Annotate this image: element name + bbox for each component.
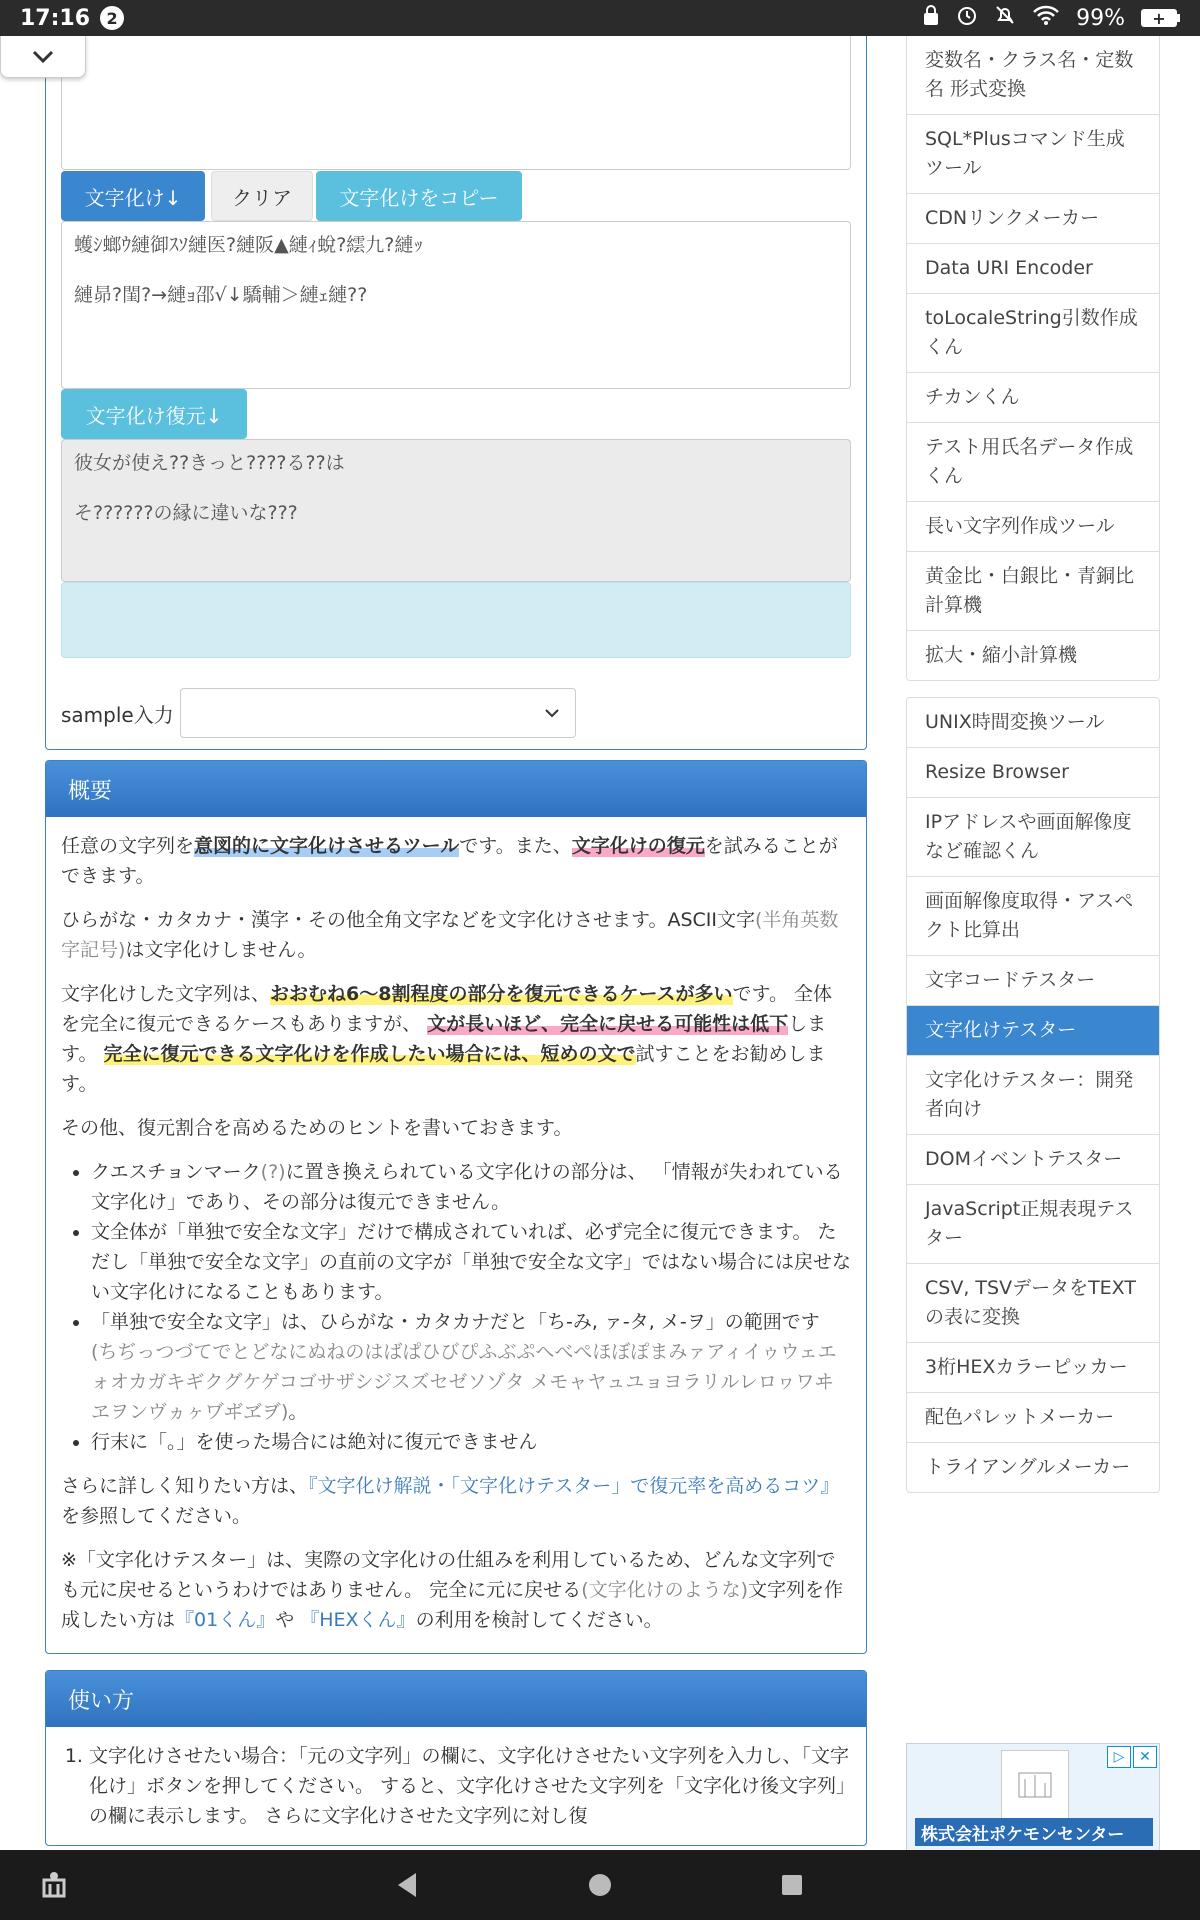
list-item: • 行末に「。」を使った場合には絶対に復元できません: [91, 1427, 851, 1457]
sidebar-item[interactable]: 画面解像度取得・アスペクト比算出: [907, 877, 1159, 956]
sidebar-item[interactable]: 長い文字列作成ツール: [907, 502, 1159, 552]
sidebar-item[interactable]: SQL*Plusコマンド生成ツール: [907, 115, 1159, 194]
sidebar-group-testers: [906, 697, 1160, 1493]
sidebar-item[interactable]: CSV, TSVデータをTEXTの表に変換: [907, 1264, 1159, 1343]
garbled-line: 蠖ｼ螂ｳ縺御ｽｿ縺医?縺阪▲縺ｨ蛻?繧九?縺ｯ: [74, 234, 423, 256]
sidebar-item[interactable]: 黄金比・白銀比・青銅比計算機: [907, 552, 1159, 631]
ad-text: 株式会社ポケモンセンター: [915, 1818, 1153, 1846]
status-icons: [922, 4, 1180, 32]
restored-output[interactable]: [61, 439, 851, 582]
mute-icon: [994, 4, 1016, 32]
sidebar-item[interactable]: チカンくん: [907, 373, 1159, 423]
overview-paragraph: その他、復元割合を高めるためのヒントを書いておきます。: [61, 1117, 573, 1139]
hints-list: [91, 1157, 851, 1457]
sidebar-item[interactable]: Resize Browser: [907, 748, 1159, 798]
usage-list: [89, 1741, 851, 1831]
sidebar-item[interactable]: CDNリンクメーカー: [907, 194, 1159, 244]
hexkun-link[interactable]: 『HEXくん』: [300, 1609, 416, 1631]
back-icon[interactable]: [394, 1871, 418, 1903]
status-bar: [0, 0, 1200, 36]
sample-row: [61, 688, 576, 738]
restore-button[interactable]: 文字化け復元↓: [61, 389, 247, 439]
status-time: 17:16: [20, 5, 91, 31]
list-item: • 「単独で安全な文字」は、ひらがな・カタカナだと「ち-み, ァ-タ, メ-ヲ」の範囲です (ちぢっつづてでとどなにぬねのはばぱひびぴふぶぷへべぺほぼぽまみァアィイゥウェエォオカガキギクグケゲコゴサザシジスズセゼソゾタ メモャヤュユョヨラリルレロヮワヰヱヲンヴヵヶヷヸヹヺ)。: [91, 1307, 851, 1427]
lock-icon: [922, 4, 940, 32]
garble-tips-link[interactable]: 『文字化け解説・「文字化けテスター」で復元率を高めるコツ』: [308, 1475, 840, 1497]
sample-select[interactable]: [180, 688, 576, 738]
overview-paragraph: ひらがな・カタカナ・漢字・その他全角文字などを文字化けさせます。ASCII文字(半角英数字記号)は文字化けしません。: [61, 909, 839, 961]
garbled-output[interactable]: [61, 221, 851, 389]
result-info-box: [61, 582, 851, 658]
overview-paragraph: 任意の文字列を意図的に文字化けさせるツールです。また、文字化けの復元を試みることができます。: [61, 835, 838, 887]
main-content: [45, 36, 867, 1846]
notification-count-badge: 2: [100, 6, 124, 30]
clear-button[interactable]: クリア: [211, 171, 313, 221]
overview-body: [46, 817, 866, 1653]
overview-paragraph: ※「文字化けテスター」は、実際の文字化けの仕組みを利用しているため、どんな文字列でも元に戻せるというわけではありません。 完全に元に戻せる(文字化けのような)文字列を作成したい方は『01くん』や 『HEXくん』の利用を検討してください。: [61, 1549, 844, 1631]
chevron-down-icon: [31, 49, 55, 65]
01kun-link[interactable]: 『01くん』: [175, 1609, 276, 1631]
sidebar-item[interactable]: Data URI Encoder: [907, 244, 1159, 294]
garbled-line: 縺昴?閨?→縺ｮ邵√↓驕輔＞縺ｪ縺??: [74, 284, 368, 306]
alarm-icon: [956, 4, 978, 32]
battery-icon: +: [1141, 9, 1180, 27]
copy-garbled-button[interactable]: 文字化けをコピー: [316, 171, 522, 221]
sidebar: [906, 36, 1160, 1493]
tool-panel: [45, 36, 867, 750]
list-item: • 文全体が「単独で安全な文字」だけで構成されていれば、必ず完全に復元できます。 ただし「単独で安全な文字」の直前の文字が「単独で安全な文字」ではない場合には戻せない文字化けになることもあります。: [91, 1217, 851, 1307]
restored-line: 彼女が使え??きっと????る??は: [74, 452, 345, 474]
list-item: • クエスチョンマーク(?)に置き換えられている文字化けの部分は、 「情報が失われている文字化け」であり、その部分は復元できません。: [91, 1157, 851, 1217]
garble-button[interactable]: 文字化け↓: [61, 171, 205, 221]
sidebar-item[interactable]: DOMイベントテスター: [907, 1135, 1159, 1185]
sidebar-item[interactable]: 文字化けテスター：開発者向け: [907, 1056, 1159, 1135]
advertisement[interactable]: [906, 1743, 1160, 1851]
chevron-down-icon: [543, 701, 561, 725]
overview-paragraph: 文字化けした文字列は、おおむね6〜8割程度の部分を復元できるケースが多いです。 全体を完全に復元できるケースもありますが、 文が長いほど、完全に戻せる可能性は低下します。 完全に復元できる文字化けを作成したい場合には、短めの文で試すことをお勧めします。: [61, 983, 833, 1095]
overview-panel: [45, 760, 867, 1654]
sidebar-item[interactable]: IPアドレスや画面解像度など確認くん: [907, 798, 1159, 877]
android-nav-bar: [0, 1850, 1200, 1920]
sidebar-item[interactable]: テスト用氏名データ作成くん: [907, 423, 1159, 502]
close-icon[interactable]: ✕: [1133, 1746, 1157, 1768]
restored-line: そ??????の縁に違いな???: [74, 502, 298, 524]
sidebar-item[interactable]: 変数名・クラス名・定数名 形式変換: [907, 36, 1159, 115]
sidebar-item[interactable]: 配色パレットメーカー: [907, 1393, 1159, 1443]
sidebar-item[interactable]: toLocaleString引数作成くん: [907, 294, 1159, 373]
sidebar-item[interactable]: JavaScript正規表現テスター: [907, 1185, 1159, 1264]
collapse-toggle[interactable]: [0, 36, 86, 78]
accessibility-icon[interactable]: [38, 1870, 70, 1904]
original-text-input[interactable]: [61, 36, 851, 170]
recents-icon[interactable]: [781, 1874, 803, 1900]
usage-title: 使い方: [46, 1671, 866, 1727]
ad-info-icon[interactable]: ▷: [1107, 1746, 1131, 1768]
overview-paragraph: さらに詳しく知りたい方は、『文字化け解説・「文字化けテスター」で復元率を高めるコツ』を参照してください。: [61, 1475, 840, 1527]
list-item: 1. 文字化けさせたい場合：「元の文字列」の欄に、文字化けさせたい文字列を入力し、「文字化け」ボタンを押してください。 すると、文字化けさせた文字列を「文字化け後文字列」の欄に表示します。 さらに文字化けさせた文字列に対し復: [89, 1741, 851, 1831]
sample-label: sample入力: [61, 702, 174, 727]
sidebar-item[interactable]: 文字化けテスター: [907, 1006, 1159, 1056]
ad-choices[interactable]: [1107, 1746, 1157, 1768]
wifi-icon: [1032, 4, 1060, 32]
overview-title: 概要: [46, 761, 866, 817]
sidebar-item[interactable]: トライアングルメーカー: [925, 1456, 1131, 1478]
sidebar-item[interactable]: 拡大・縮小計算機: [925, 644, 1078, 666]
usage-panel: [45, 1670, 867, 1846]
ad-image: [1001, 1750, 1069, 1820]
sidebar-item[interactable]: 文字コードテスター: [907, 956, 1159, 1006]
battery-percent: 99%: [1076, 5, 1125, 31]
home-icon[interactable]: [588, 1873, 612, 1901]
usage-body: [46, 1727, 866, 1845]
sidebar-item[interactable]: UNIX時間変換ツール: [907, 698, 1159, 748]
sidebar-group-tools: [906, 36, 1160, 681]
sidebar-item[interactable]: 3桁HEXカラーピッカー: [907, 1343, 1159, 1393]
